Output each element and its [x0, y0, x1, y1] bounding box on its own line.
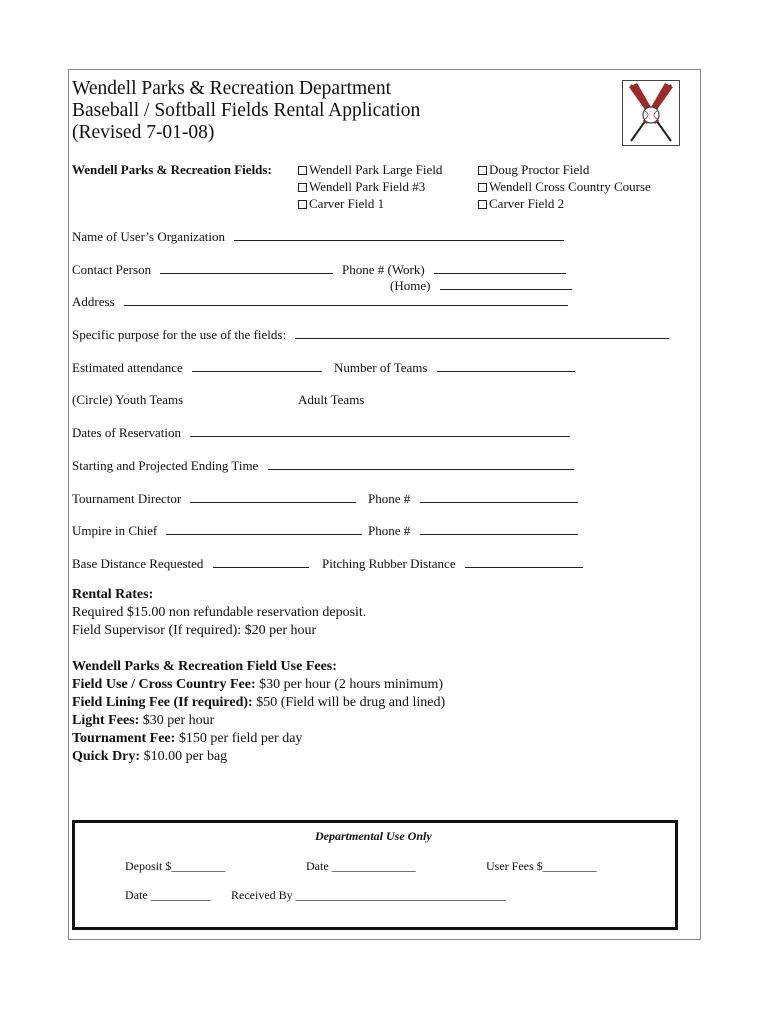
youth-teams-option[interactable]: (Circle) Youth Teams	[72, 392, 184, 407]
umpire-label: Umpire in Chief	[72, 523, 158, 538]
td-phone-field[interactable]	[420, 490, 578, 503]
use-fees-heading: Wendell Parks & Recreation Field Use Fees:	[72, 659, 337, 674]
contact-person-label: Contact Person	[72, 262, 152, 277]
organization-field[interactable]	[234, 228, 564, 241]
pitching-distance-row	[322, 555, 583, 572]
fee-field-use: Field Use / Cross Country Fee: $30 per hour (2 hours minimum)	[72, 677, 444, 692]
phone-home-field[interactable]	[440, 277, 572, 290]
option-wendell-large[interactable]: Wendell Park Large Field	[298, 162, 442, 178]
checkbox-icon[interactable]	[298, 166, 307, 175]
attendance-row	[72, 359, 322, 376]
user-fees-field[interactable]: User Fees $_________	[486, 859, 597, 873]
dept-use-heading: Departmental Use Only	[315, 829, 432, 843]
purpose-row	[72, 326, 669, 343]
time-field[interactable]	[268, 457, 574, 470]
attendance-field[interactable]	[192, 359, 322, 372]
contact-row	[72, 261, 333, 278]
checkbox-icon[interactable]	[298, 183, 307, 192]
option-doug-proctor[interactable]: Doug Proctor Field	[478, 162, 589, 178]
phone-home-label: (Home)	[390, 278, 431, 293]
umpire-row	[72, 522, 362, 539]
crossed-baseball-bats-icon	[622, 80, 680, 146]
base-distance-label: Base Distance Requested	[72, 556, 204, 571]
fee-light: Light Fees: $30 per hour	[72, 713, 215, 728]
address-row	[72, 293, 568, 310]
num-teams-label: Number of Teams	[334, 360, 428, 375]
dates-row	[72, 424, 570, 441]
address-label: Address	[72, 294, 115, 309]
fee-quick-dry: Quick Dry: $10.00 per bag	[72, 749, 228, 764]
rental-rates-line-1: Required $15.00 non refundable reservation deposit.	[72, 605, 367, 620]
address-field[interactable]	[124, 293, 568, 306]
checkbox-icon[interactable]	[478, 166, 487, 175]
pitching-distance-label: Pitching Rubber Distance	[322, 556, 456, 571]
attendance-label: Estimated attendance	[72, 360, 183, 375]
pitching-distance-field[interactable]	[465, 555, 583, 568]
date-field-2[interactable]: Date __________	[125, 888, 211, 902]
purpose-field[interactable]	[295, 326, 669, 339]
umpire-phone-label: Phone #	[368, 523, 411, 538]
rental-rates-heading: Rental Rates:	[72, 587, 154, 602]
num-teams-field[interactable]	[437, 359, 575, 372]
organization-label: Name of User’s Organization	[72, 229, 225, 244]
fields-label: Wendell Parks & Recreation Fields:	[72, 162, 272, 177]
dates-field[interactable]	[190, 424, 570, 437]
adult-teams-option[interactable]: Adult Teams	[298, 392, 365, 407]
tournament-director-row	[72, 490, 356, 507]
option-cross-country[interactable]: Wendell Cross Country Course	[478, 179, 651, 195]
umpire-phone-field[interactable]	[420, 522, 578, 535]
option-carver-field-2[interactable]: Carver Field 2	[478, 196, 564, 212]
time-row	[72, 457, 574, 474]
deposit-field[interactable]: Deposit $_________	[125, 859, 226, 873]
option-carver-field-1[interactable]: Carver Field 1	[298, 196, 384, 212]
received-by-field[interactable]: Received By ___________________________________	[231, 888, 506, 902]
td-phone-row	[368, 490, 578, 507]
organization-row	[72, 228, 564, 245]
date-field-1[interactable]: Date ______________	[306, 859, 416, 873]
purpose-label: Specific purpose for the use of the fields:	[72, 327, 287, 342]
umpire-phone-row	[368, 522, 578, 539]
phone-work-field[interactable]	[434, 261, 566, 274]
tournament-director-field[interactable]	[190, 490, 356, 503]
dates-label: Dates of Reservation	[72, 425, 182, 440]
base-distance-row	[72, 555, 309, 572]
option-wendell-field-3[interactable]: Wendell Park Field #3	[298, 179, 425, 195]
phone-work-label: Phone # (Work)	[342, 262, 425, 277]
tournament-director-label: Tournament Director	[72, 491, 182, 506]
fee-tournament: Tournament Fee: $150 per field per day	[72, 731, 303, 746]
contact-person-field[interactable]	[160, 261, 333, 274]
checkbox-icon[interactable]	[478, 200, 487, 209]
td-phone-label: Phone #	[368, 491, 411, 506]
title-line-1: Wendell Parks & Recreation Department	[72, 78, 391, 99]
phone-home-row	[390, 277, 572, 294]
phone-work-row	[342, 261, 566, 278]
time-label: Starting and Projected Ending Time	[72, 458, 259, 473]
checkbox-icon[interactable]	[478, 183, 487, 192]
rental-rates-line-2: Field Supervisor (If required): $20 per hour	[72, 623, 317, 638]
departmental-use-box	[72, 820, 678, 930]
teams-row	[334, 359, 575, 376]
checkbox-icon[interactable]	[298, 200, 307, 209]
base-distance-field[interactable]	[213, 555, 309, 568]
title-line-2: Baseball / Softball Fields Rental Application	[72, 100, 421, 121]
umpire-field[interactable]	[166, 522, 362, 535]
title-line-3: (Revised 7-01-08)	[72, 122, 215, 143]
fee-field-lining: Field Lining Fee (If required): $50 (Field will be drug and lined)	[72, 695, 446, 710]
